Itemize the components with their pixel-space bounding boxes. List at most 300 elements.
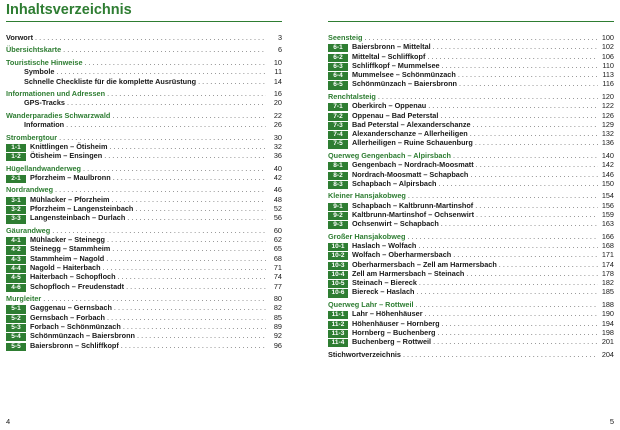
toc-stage-entry[interactable]: [328, 120, 614, 129]
dot-leader: [66, 120, 266, 129]
toc-entry-label: Seensteig: [328, 33, 363, 42]
dot-leader: [466, 269, 598, 278]
toc-page-number: 185: [601, 287, 614, 297]
stage-number-badge: 5-5: [6, 343, 26, 351]
stage-number-badge: 8-3: [328, 181, 348, 189]
toc-stage-entry[interactable]: [328, 138, 614, 147]
dot-leader: [104, 151, 266, 160]
toc-stage-entry[interactable]: [328, 160, 614, 169]
toc-entry-label: Nordrach-Moosmatt – Schapbach: [352, 169, 469, 179]
stage-number-badge: 10-3: [328, 262, 348, 270]
toc-page-number: 65: [273, 244, 282, 254]
dot-leader: [408, 191, 598, 200]
toc-stage-entry[interactable]: [328, 179, 614, 188]
dot-leader: [111, 195, 266, 204]
dot-leader: [126, 282, 266, 291]
dot-leader: [440, 111, 598, 120]
stage-number-badge: 10-1: [328, 243, 348, 251]
toc-page-number: 171: [601, 250, 614, 260]
toc-page-number: 20: [273, 98, 282, 108]
dot-leader: [63, 45, 266, 54]
page-title: Inhaltsverzeichnis: [6, 2, 132, 18]
stage-number-badge: 7-5: [328, 140, 348, 148]
page-number-right: 5: [609, 417, 614, 426]
toc-page-number: 80: [273, 294, 282, 304]
toc-page-number: 166: [601, 231, 614, 241]
dot-leader: [378, 92, 598, 101]
toc-entry-label: GPS-Tracks: [24, 98, 65, 108]
toc-page-number: 36: [273, 151, 282, 161]
toc-stage-entry[interactable]: [328, 219, 614, 228]
toc-page-number: 182: [601, 278, 614, 288]
toc-entry[interactable]: [328, 350, 614, 359]
dot-leader: [35, 33, 266, 42]
dot-leader: [473, 120, 598, 129]
toc-entry[interactable]: [6, 120, 282, 129]
dot-leader: [198, 77, 266, 86]
dot-leader: [109, 142, 266, 151]
toc-entry-label: Großer Hansjakobweg: [328, 231, 406, 241]
dot-leader: [416, 300, 598, 309]
toc-page-number: 52: [273, 204, 282, 214]
dot-leader: [442, 319, 598, 328]
toc-stage-entry[interactable]: [6, 235, 282, 244]
dot-leader: [475, 138, 598, 147]
toc-entry-label: Schliffkopf – Mummelsee: [352, 60, 440, 70]
stage-number-badge: 11-4: [328, 339, 348, 347]
toc-section-entry[interactable]: [328, 232, 614, 241]
dot-leader: [475, 201, 598, 210]
toc-stage-entry[interactable]: [328, 309, 614, 318]
toc-section-entry[interactable]: [6, 111, 282, 120]
dot-leader: [427, 52, 598, 61]
toc-page-number: 188: [601, 299, 614, 309]
toc-entry-label: Schopfloch – Freudenstadt: [30, 281, 125, 291]
toc-stage-entry[interactable]: [328, 319, 614, 328]
stage-number-badge: 6-4: [328, 72, 348, 80]
toc-page-number: 60: [273, 225, 282, 235]
toc-entry-label: Ochsenwirt – Schapbach: [352, 219, 439, 229]
toc-entry-label: Steinegg – Stammheim: [30, 244, 111, 254]
toc-entry-label: Mitteltal – Schliffkopf: [352, 51, 426, 61]
stage-number-badge: 3-1: [6, 197, 26, 205]
toc-stage-entry[interactable]: [328, 269, 614, 278]
dot-leader: [499, 260, 598, 269]
toc-section-entry[interactable]: [328, 92, 614, 101]
toc-entry-label: Vorwort: [6, 33, 34, 42]
toc-entry-label: Oppenau – Bad Peterstal: [352, 110, 439, 120]
stage-number-badge: 5-3: [6, 324, 26, 332]
toc-entry-label: Biereck – Haslach: [352, 287, 415, 297]
toc-page-number: 150: [601, 178, 614, 188]
toc-stage-entry[interactable]: [328, 129, 614, 138]
toc-section-entry[interactable]: [6, 294, 282, 303]
toc-entry-label: Schapbach – Alpirsbach: [352, 178, 437, 188]
toc-entry-label: Gäurandweg: [6, 225, 51, 235]
toc-stage-entry[interactable]: [6, 195, 282, 204]
toc-stage-entry[interactable]: [328, 210, 614, 219]
stage-number-badge: 7-1: [328, 103, 348, 111]
toc-entry-label: Haiterbach – Schopfloch: [30, 272, 116, 282]
dot-leader: [56, 67, 266, 76]
toc-stage-entry[interactable]: [328, 101, 614, 110]
toc-page-number: 136: [601, 138, 614, 148]
toc-page-number: 40: [273, 163, 282, 173]
toc-stage-entry[interactable]: [6, 313, 282, 322]
toc-stage-entry[interactable]: [328, 170, 614, 179]
toc-section-entry[interactable]: [328, 33, 614, 42]
toc-page-number: 146: [601, 169, 614, 179]
toc-page-number: 82: [273, 303, 282, 313]
toc-section-entry[interactable]: [6, 45, 282, 54]
dot-leader: [416, 287, 598, 296]
toc-entry[interactable]: [6, 77, 282, 86]
toc-entry-label: Schnelle Checkliste für die komplette Ausrüstung: [24, 76, 197, 86]
toc-entry-label: Baiersbronn – Schliffkopf: [30, 340, 119, 350]
stage-number-badge: 7-3: [328, 122, 348, 130]
toc-stage-entry[interactable]: [328, 337, 614, 346]
dot-leader: [459, 79, 598, 88]
dot-leader: [433, 337, 598, 346]
toc-entry-label: Pforzheim – Maulbronn: [30, 172, 111, 182]
stage-number-badge: 9-3: [328, 221, 348, 229]
stage-number-badge: 10-6: [328, 289, 348, 297]
toc-stage-entry[interactable]: [328, 61, 614, 70]
toc-entry-label: Touristische Hinweise: [6, 57, 83, 67]
toc-entry-label: Hügellandwanderweg: [6, 163, 82, 173]
toc-page-number: 120: [601, 91, 614, 101]
dot-leader: [103, 263, 266, 272]
stage-number-badge: 3-3: [6, 215, 26, 223]
toc-page-number: 16: [273, 89, 282, 99]
toc-entry-label: Schapbach – Kaltbrunn-Martinshof: [352, 200, 474, 210]
dot-leader: [114, 303, 266, 312]
stage-number-badge: 5-1: [6, 305, 26, 313]
toc-entry-label: Mummelsee – Schönmünzach: [352, 70, 456, 80]
stage-number-badge: 11-3: [328, 330, 348, 338]
toc-section-entry[interactable]: [6, 185, 282, 194]
dot-leader: [107, 313, 266, 322]
toc-left-column: [6, 33, 282, 350]
toc-stage-entry[interactable]: [6, 341, 282, 350]
toc-page-number: 32: [273, 141, 282, 151]
dot-leader: [121, 341, 266, 350]
toc-page-number: 106: [601, 51, 614, 61]
toc-entry-label: Ötisheim – Ensingen: [30, 151, 103, 161]
stage-number-badge: 9-1: [328, 203, 348, 211]
toc-entry-label: Lahr – Höhenhäuser: [352, 309, 423, 319]
toc-stage-entry[interactable]: [6, 173, 282, 182]
stage-number-badge: 4-2: [6, 246, 26, 254]
toc-entry-label: Nagold – Haiterbach: [30, 263, 101, 273]
dot-leader: [458, 70, 598, 79]
toc-page-number: 85: [273, 312, 282, 322]
toc-page-number: 168: [601, 240, 614, 250]
dot-leader: [364, 33, 598, 42]
dot-leader: [118, 272, 266, 281]
toc-entry-label: Schönmünzach – Baiersbronn: [30, 331, 136, 341]
stage-number-badge: 5-4: [6, 333, 26, 341]
toc-page-number: 156: [601, 200, 614, 210]
dot-leader: [442, 61, 598, 70]
toc-stage-entry[interactable]: [328, 79, 614, 88]
dot-leader: [470, 129, 598, 138]
toc-page-number: 140: [601, 150, 614, 160]
toc-page-number: 42: [273, 172, 282, 182]
stage-number-badge: 4-6: [6, 284, 26, 292]
stage-number-badge: 2-1: [6, 175, 26, 183]
toc-entry[interactable]: [6, 67, 282, 76]
dot-leader: [106, 254, 266, 263]
dot-leader: [428, 101, 598, 110]
toc-entry-label: Buchenberg – Rottweil: [352, 337, 432, 347]
dot-leader: [476, 160, 598, 169]
toc-stage-entry[interactable]: [6, 322, 282, 331]
toc-stage-entry[interactable]: [328, 52, 614, 61]
stage-number-badge: 3-2: [6, 206, 26, 214]
dot-leader: [418, 241, 598, 250]
toc-stage-entry[interactable]: [6, 244, 282, 253]
toc-page-number: 56: [273, 213, 282, 223]
dot-leader: [67, 98, 266, 107]
title-rule-left: [6, 21, 282, 22]
dot-leader: [441, 219, 598, 228]
toc-stage-entry[interactable]: [6, 272, 282, 281]
toc-entry-label: Forbach – Schönmünzach: [30, 322, 121, 331]
toc-page-number: 159: [601, 209, 614, 219]
dot-leader: [137, 331, 266, 340]
toc-page-number: 178: [601, 268, 614, 278]
toc-entry-label: Stammheim – Nagold: [30, 253, 105, 263]
toc-page-number: 190: [601, 309, 614, 319]
stage-number-badge: 4-5: [6, 274, 26, 282]
toc-page-number: 10: [273, 57, 282, 67]
toc-entry-label: Gernsbach – Forbach: [30, 312, 106, 322]
toc-entry-label: Renchtalsteig: [328, 91, 376, 101]
toc-entry-label: Hornberg – Buchenberg: [352, 327, 436, 337]
dot-leader: [85, 58, 266, 67]
toc-page-number: 198: [601, 327, 614, 337]
toc-entry-label: Murgleiter: [6, 294, 42, 304]
toc-page-number: 102: [601, 42, 614, 52]
toc-entry-label: Baiersbronn – Mitteltal: [352, 42, 431, 52]
toc-stage-entry[interactable]: [328, 111, 614, 120]
stage-number-badge: 8-2: [328, 172, 348, 180]
toc-stage-entry[interactable]: [6, 213, 282, 222]
toc-page-number: 92: [273, 331, 282, 341]
toc-page-number: 110: [602, 60, 614, 70]
toc-stage-entry[interactable]: [328, 201, 614, 210]
toc-page-number: 194: [601, 318, 614, 328]
toc-page-number: 163: [601, 219, 614, 229]
toc-stage-entry[interactable]: [6, 151, 282, 160]
toc-entry[interactable]: [6, 98, 282, 107]
toc-stage-entry[interactable]: [328, 250, 614, 259]
dot-leader: [55, 185, 266, 194]
toc-entry-label: Steinach – Biereck: [352, 278, 417, 288]
toc-page-number: 14: [273, 76, 282, 86]
toc-page-number: 46: [273, 185, 282, 195]
toc-page-number: 89: [273, 322, 282, 331]
toc-page-number: 126: [601, 110, 614, 120]
toc-page-number: 77: [273, 281, 282, 291]
toc-entry-label: Höhenhäuser – Hornberg: [352, 318, 440, 328]
stage-number-badge: 1-2: [6, 153, 26, 161]
toc-stage-entry[interactable]: [328, 70, 614, 79]
dot-leader: [419, 278, 598, 287]
toc-stage-entry[interactable]: [6, 254, 282, 263]
toc-entry-label: Mühlacker – Steinegg: [30, 235, 106, 245]
toc-section-entry[interactable]: [6, 164, 282, 173]
dot-leader: [112, 244, 266, 253]
toc-entry-label: Wanderparadies Schwarzwald: [6, 110, 111, 120]
stage-number-badge: 8-1: [328, 162, 348, 170]
toc-entry-label: Schönmünzach – Baiersbronn: [352, 79, 458, 89]
toc-entry-label: Querweg Lahr – Rottweil: [328, 299, 414, 309]
dot-leader: [453, 151, 598, 160]
toc-stage-entry[interactable]: [328, 328, 614, 337]
dot-leader: [52, 226, 266, 235]
toc-entry-label: Gengenbach – Nordrach-Moosmatt: [352, 160, 474, 170]
toc-page-number: 48: [273, 194, 282, 204]
toc-entry-label: Kaltbrunn-Martinshof – Ochsenwirt: [352, 209, 475, 219]
toc-section-entry[interactable]: [6, 226, 282, 235]
toc-page-number: 26: [273, 120, 282, 130]
stage-number-badge: 9-2: [328, 212, 348, 220]
toc-page-number: 74: [273, 272, 282, 282]
dot-leader: [83, 164, 266, 173]
toc-stage-entry[interactable]: [6, 142, 282, 151]
toc-section-entry[interactable]: [6, 58, 282, 67]
toc-entry-label: Langensteinbach – Durlach: [30, 213, 126, 223]
toc-page-number: 122: [601, 101, 614, 111]
toc-entry-label: Strombergtour: [6, 132, 58, 142]
toc-page-number: 6: [277, 45, 282, 55]
stage-number-badge: 1-1: [6, 144, 26, 152]
toc-stage-entry[interactable]: [6, 303, 282, 312]
toc-entry[interactable]: [6, 33, 282, 42]
toc-entry-label: Kleiner Hansjakobweg: [328, 191, 406, 201]
stage-number-badge: 7-2: [328, 113, 348, 121]
toc-right-column: [328, 33, 614, 359]
dot-leader: [43, 294, 266, 303]
stage-number-badge: 10-5: [328, 280, 348, 288]
toc-entry-label: Stichwortverzeichnis: [328, 349, 401, 359]
stage-number-badge: 6-5: [328, 81, 348, 89]
toc-entry-label: Bad Peterstal – Alexanderschanze: [352, 119, 471, 129]
toc-page-number: 201: [601, 337, 614, 347]
toc-page-number: 11: [274, 67, 282, 77]
toc-stage-entry[interactable]: [328, 260, 614, 269]
stage-number-badge: 10-4: [328, 271, 348, 279]
toc-section-entry[interactable]: [328, 151, 614, 160]
stage-number-badge: 6-3: [328, 63, 348, 71]
dot-leader: [407, 232, 598, 241]
dot-leader: [403, 350, 598, 359]
toc-entry-label: Symbole: [24, 67, 55, 77]
toc-entry-label: Informationen und Adressen: [6, 89, 106, 99]
toc-entry-label: Haslach – Wolfach: [352, 240, 417, 250]
toc-entry-label: Gaggenau – Gernsbach: [30, 303, 112, 313]
dot-leader: [112, 111, 266, 120]
stage-number-badge: 4-1: [6, 237, 26, 245]
toc-entry-label: Knittlingen – Ötisheim: [30, 141, 108, 151]
toc-entry-label: Allerheiligen – Ruine Schauenburg: [352, 138, 473, 148]
dot-leader: [470, 170, 598, 179]
toc-page-number: 100: [601, 33, 614, 42]
toc-stage-entry[interactable]: [328, 42, 614, 51]
dot-leader: [476, 210, 598, 219]
toc-stage-entry[interactable]: [6, 331, 282, 340]
toc-section-entry[interactable]: [6, 133, 282, 142]
toc-page-number: 142: [601, 160, 614, 170]
stage-number-badge: 11-2: [328, 321, 348, 329]
title-rule-right: [328, 21, 614, 22]
toc-entry-label: Zell am Harmersbach – Steinach: [352, 268, 465, 278]
toc-page-number: 3: [277, 33, 282, 42]
toc-stage-entry[interactable]: [328, 241, 614, 250]
toc-page-number: 22: [273, 110, 282, 120]
toc-entry-label: Übersichtskarte: [6, 45, 62, 55]
toc-page-number: 132: [601, 129, 614, 139]
toc-entry-label: Querweg Gengenbach – Alpirsbach: [328, 150, 451, 160]
stage-number-badge: 4-4: [6, 265, 26, 273]
toc-page-number: 68: [273, 253, 282, 263]
toc-page-number: 62: [273, 235, 282, 245]
toc-section-entry[interactable]: [328, 300, 614, 309]
dot-leader: [425, 309, 598, 318]
toc-page-number: 116: [602, 79, 614, 89]
dot-leader: [113, 173, 266, 182]
dot-leader: [438, 179, 598, 188]
toc-section-entry[interactable]: [328, 191, 614, 200]
toc-entry-label: Oberharmersbach – Zell am Harmersbach: [352, 259, 497, 269]
toc-entry-label: Alexanderschanze – Allerheiligen: [352, 129, 468, 139]
dot-leader: [107, 235, 266, 244]
stage-number-badge: 6-2: [328, 54, 348, 62]
toc-stage-entry[interactable]: [6, 282, 282, 291]
page-number-left: 4: [6, 417, 11, 426]
toc-entry-label: Information: [24, 120, 65, 130]
toc-stage-entry[interactable]: [6, 263, 282, 272]
stage-number-badge: 4-3: [6, 256, 26, 264]
dot-leader: [123, 322, 266, 331]
stage-number-badge: 6-1: [328, 44, 348, 52]
toc-page-number: 174: [601, 259, 614, 269]
toc-stage-entry[interactable]: [328, 278, 614, 287]
dot-leader: [107, 89, 266, 98]
toc-section-entry[interactable]: [6, 89, 282, 98]
toc-page-number: 96: [273, 340, 282, 350]
stage-number-badge: 5-2: [6, 315, 26, 323]
dot-leader: [438, 328, 598, 337]
dot-leader: [127, 213, 266, 222]
dot-leader: [59, 133, 266, 142]
stage-number-badge: 7-4: [328, 131, 348, 139]
toc-stage-entry[interactable]: [328, 287, 614, 296]
stage-number-badge: 10-2: [328, 252, 348, 260]
toc-entry-label: Mühlacker – Pforzheim: [30, 194, 110, 204]
toc-stage-entry[interactable]: [6, 204, 282, 213]
toc-page-number: 154: [601, 191, 614, 201]
toc-page-number: 129: [601, 119, 614, 129]
stage-number-badge: 11-1: [328, 311, 348, 319]
toc-page-number: 30: [273, 132, 282, 142]
dot-leader: [453, 250, 598, 259]
toc-entry-label: Oberkirch – Oppenau: [352, 101, 427, 111]
toc-page-number: 204: [601, 349, 614, 359]
dot-leader: [433, 42, 598, 51]
